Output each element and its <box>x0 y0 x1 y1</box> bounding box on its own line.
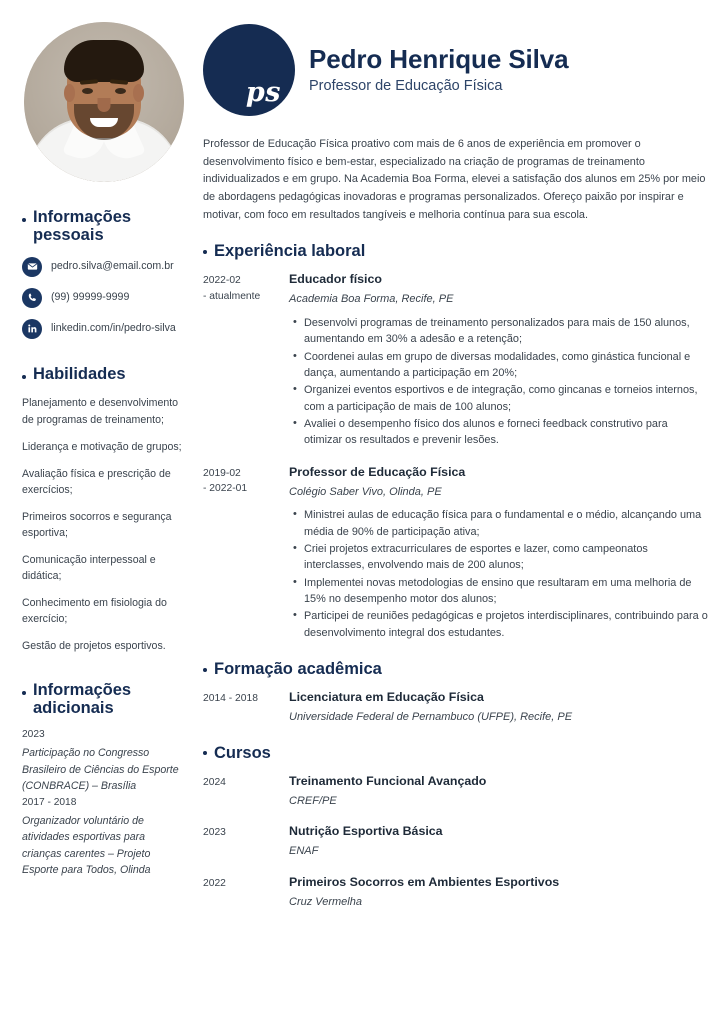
additional-info-text: Participação no Congresso Brasileiro de Ciências do Esporte (CONBRACE) – Brasília <box>22 747 179 793</box>
entry-body <box>289 464 708 642</box>
job-title: Professor de Educação Física <box>309 77 503 94</box>
entry-date: 2019-02 - 2022-01 <box>203 467 248 495</box>
portrait-eye-right <box>115 88 126 94</box>
envelope-icon <box>22 257 42 277</box>
experience-entry <box>203 271 708 449</box>
resume-header <box>203 20 708 120</box>
section-heading-additional-info <box>22 681 186 718</box>
section-heading-label: Formação acadêmica <box>214 660 382 679</box>
additional-info-date: 2023 <box>22 729 45 741</box>
bullet-dot-icon <box>22 218 26 222</box>
section-heading-courses <box>203 744 708 763</box>
section-heading-label: Experiência laboral <box>214 242 366 261</box>
contact-row-phone[interactable] <box>22 288 186 308</box>
entry-bullet: • Desenvolvi programas de treinamento personalizados para mais de 150 alunos, aumentando em 30% a adesão e a retenção; <box>304 315 708 348</box>
entry-bullet: • Participei de reuniões pedagógicas e projetos interdisciplinares, contribuindo para o desenvolvimento integral dos estudantes. <box>304 608 708 641</box>
section-heading-label: Habilidades <box>33 364 126 383</box>
bullet-dot-icon <box>203 668 207 672</box>
entry-title: Professor de Educação Física <box>289 464 466 479</box>
entry-date: 2022 <box>203 877 226 889</box>
entry-bullet: • Avaliei o desempenho físico dos alunos e forneci feedback construtivo para otimizar os resultados e prevenir lesões. <box>304 416 708 449</box>
section-heading-skills <box>22 365 186 383</box>
course-entry <box>203 773 708 810</box>
entry-title: Primeiros Socorros em Ambientes Esportivos <box>289 874 560 889</box>
linkedin-icon <box>22 319 42 339</box>
entry-bullet: • Organizei eventos esportivos e de integração, como gincanas e torneios internos, com a participação de mais de 100 alunos; <box>304 382 708 415</box>
entry-subtitle: Cruz Vermelha <box>289 895 362 908</box>
section-heading-experience <box>203 242 708 261</box>
monogram-initials: ps <box>245 77 281 108</box>
course-entry <box>203 823 708 860</box>
course-entry <box>203 874 708 911</box>
entry-body <box>289 689 708 726</box>
entry-date: 2014 - 2018 <box>203 693 258 705</box>
entry-date: 2023 <box>203 827 226 839</box>
section-heading-personal-info <box>22 208 186 245</box>
sidebar <box>0 0 200 1021</box>
section-heading-label: Informações pessoais <box>33 208 132 245</box>
skill-item: Liderança e motivação de grupos; <box>22 440 182 453</box>
contact-row-email[interactable] <box>22 257 186 277</box>
entry-date: 2022-02 - atualmente <box>203 275 261 302</box>
contact-value-email: pedro.silva@email.com.br <box>51 259 174 272</box>
entry-title: Licenciatura em Educação Física <box>289 690 484 705</box>
experience-entry <box>203 464 708 642</box>
entry-body <box>289 773 708 810</box>
bullet-dot-icon <box>22 691 26 695</box>
entry-body <box>289 823 708 860</box>
additional-info-item <box>22 797 186 879</box>
portrait-image <box>24 22 184 182</box>
portrait-ear-right <box>133 84 144 102</box>
additional-info-text: Organizador voluntário de atividades esportivas para crianças carentes – Projeto Esporte para Todos, Olinda <box>22 814 151 876</box>
skill-item: Primeiros socorros e segurança esportiva; <box>22 510 172 539</box>
skills-list <box>22 395 186 654</box>
entry-body <box>289 874 708 911</box>
bullet-dot-icon <box>22 375 26 379</box>
section-courses <box>203 744 708 911</box>
entry-bullet-list <box>289 315 708 449</box>
portrait-nose <box>98 98 111 112</box>
section-heading-label: Informações adicionais <box>33 680 132 717</box>
skill-item: Planejamento e desenvolvimento de programas de treinamento; <box>22 397 179 426</box>
contact-value-phone: (99) 99999-9999 <box>51 290 130 303</box>
section-heading-label: Cursos <box>214 743 271 762</box>
skill-item: Avaliação física e prescrição de exercícios; <box>22 467 171 496</box>
entry-body <box>289 271 708 449</box>
portrait-hair <box>64 40 144 82</box>
entry-bullet-list <box>289 507 708 641</box>
section-education <box>203 660 708 726</box>
bullet-dot-icon <box>203 250 207 254</box>
page-title: Pedro Henrique Silva <box>309 43 569 74</box>
profile-photo <box>24 22 184 182</box>
additional-info-date: 2017 - 2018 <box>22 796 77 808</box>
skill-item: Gestão de projetos esportivos. <box>22 640 166 653</box>
entry-title: Educador físico <box>289 272 382 287</box>
additional-info-item <box>22 729 186 794</box>
bullet-dot-icon <box>203 751 207 755</box>
entry-subtitle: Colégio Saber Vivo, Olinda, PE <box>289 485 442 498</box>
monogram-badge <box>203 24 295 116</box>
phone-icon <box>22 288 42 308</box>
entry-subtitle: CREF/PE <box>289 794 337 807</box>
name-block <box>309 45 569 96</box>
entry-bullet: • Criei projetos extracurriculares de esportes e lazer, como campeonatos interclasses, envolvendo mais de 200 alunos; <box>304 541 708 574</box>
entry-bullet: • Implementei novas metodologias de ensino que resultaram em uma melhoria de 15% no desempenho motor dos alunos; <box>304 575 708 608</box>
skill-item: Conhecimento em fisiologia do exercício; <box>22 597 167 626</box>
entry-bullet: • Coordenei aulas em grupo de diversas modalidades, como ginástica funcional e dança, aumentando a participação em 20%; <box>304 349 708 382</box>
section-heading-education <box>203 660 708 679</box>
profile-summary: Professor de Educação Física proativo com mais de 6 anos de experiência em promover o desenvolvimento físico e bem-estar, especializado na criação de programas de treinamento individualizados e em grupo. Na Academia Boa Forma, elevei a satisfação dos alunos em 25% por meio de abordagens pedagógicas inovadoras e programas personalizados. Ofereço paixão por inspirar e motivar, com foco em resultados tangíveis e melhoria contínua para sua escola. <box>203 138 706 221</box>
contact-list <box>22 257 186 339</box>
entry-subtitle: Academia Boa Forma, Recife, PE <box>289 293 454 306</box>
portrait-ear-left <box>64 84 75 102</box>
entry-title: Nutrição Esportiva Básica <box>289 824 443 839</box>
entry-bullet: • Ministrei aulas de educação física para o fundamental e o médio, alcançando uma média de 90% de participação ativa; <box>304 507 708 540</box>
entry-subtitle: Universidade Federal de Pernambuco (UFPE), Recife, PE <box>289 711 573 724</box>
skill-item: Comunicação interpessoal e didática; <box>22 554 156 583</box>
education-entry <box>203 689 708 726</box>
portrait-eye-left <box>82 88 93 94</box>
entry-subtitle: ENAF <box>289 845 319 858</box>
section-experience <box>203 242 708 642</box>
contact-value-linkedin: linkedin.com/in/pedro-silva <box>51 321 176 334</box>
entry-date: 2024 <box>203 776 226 788</box>
contact-row-linkedin[interactable] <box>22 319 186 339</box>
entry-title: Treinamento Funcional Avançado <box>289 773 487 788</box>
additional-info-list <box>22 729 186 878</box>
main-content <box>203 0 708 910</box>
